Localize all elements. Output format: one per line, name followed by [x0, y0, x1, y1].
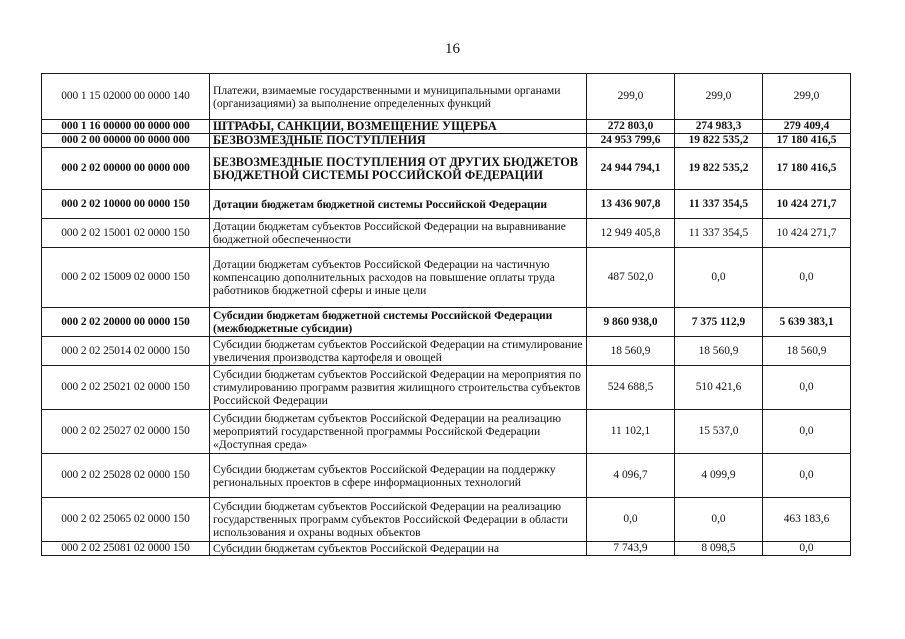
amount-year1-cell: 12 949 405,8	[587, 219, 675, 248]
amount-year2-cell: 19 822 535,2	[675, 134, 763, 148]
table-row	[42, 308, 851, 337]
table-row	[42, 454, 851, 498]
amount-year1-cell: 524 688,5	[587, 366, 675, 410]
amount-year2-cell: 0,0	[675, 498, 763, 542]
table-row	[42, 74, 851, 120]
revenue-name-cell: Платежи, взимаемые государственными и муниципальными органами (организациями) за выполнение определенных функций	[210, 74, 587, 120]
amount-year2-cell: 8 098,5	[675, 542, 763, 556]
amount-year3-cell: 17 180 416,5	[763, 134, 851, 148]
table-row	[42, 134, 851, 148]
budget-code-cell: 000 1 16 00000 00 0000 000	[42, 120, 210, 134]
amount-year1-cell: 272 803,0	[587, 120, 675, 134]
budget-code-cell: 000 2 02 10000 00 0000 150	[42, 190, 210, 219]
revenue-name-cell: ШТРАФЫ, САНКЦИИ, ВОЗМЕЩЕНИЕ УЩЕРБА	[210, 120, 587, 134]
table-row	[42, 248, 851, 308]
budget-code-cell: 000 2 02 25021 02 0000 150	[42, 366, 210, 410]
amount-year1-cell: 11 102,1	[587, 410, 675, 454]
amount-year1-cell: 18 560,9	[587, 337, 675, 366]
revenue-name-cell: Субсидии бюджетам субъектов Российской Федерации на поддержку региональных проектов в сфере информационных технологий	[210, 454, 587, 498]
revenue-name-cell: Субсидии бюджетам бюджетной системы Российской Федерации (межбюджетные субсидии)	[210, 308, 587, 337]
amount-year3-cell: 18 560,9	[763, 337, 851, 366]
budget-code-cell: 000 2 02 00000 00 0000 000	[42, 148, 210, 190]
revenue-name-cell: Дотации бюджетам субъектов Российской Федерации на частичную компенсацию дополнительных расходов на повышение оплаты труда работников бюджетной сферы и иные цели	[210, 248, 587, 308]
amount-year3-cell: 463 183,6	[763, 498, 851, 542]
budget-code-cell: 000 2 02 15009 02 0000 150	[42, 248, 210, 308]
revenue-name-cell: Дотации бюджетам бюджетной системы Российской Федерации	[210, 190, 587, 219]
table-row	[42, 498, 851, 542]
amount-year1-cell: 299,0	[587, 74, 675, 120]
table-row	[42, 366, 851, 410]
table-row	[42, 190, 851, 219]
amount-year1-cell: 7 743,9	[587, 542, 675, 556]
amount-year1-cell: 0,0	[587, 498, 675, 542]
amount-year2-cell: 0,0	[675, 248, 763, 308]
table-row	[42, 542, 851, 556]
amount-year2-cell: 11 337 354,5	[675, 219, 763, 248]
amount-year3-cell: 0,0	[763, 410, 851, 454]
table-row	[42, 120, 851, 134]
revenue-name-cell: Субсидии бюджетам субъектов Российской Федерации на реализацию мероприятий государственной программы Российской Федерации «Доступная среда»	[210, 410, 587, 454]
table-row	[42, 410, 851, 454]
amount-year1-cell: 4 096,7	[587, 454, 675, 498]
amount-year2-cell: 11 337 354,5	[675, 190, 763, 219]
amount-year3-cell: 10 424 271,7	[763, 219, 851, 248]
revenue-name-cell: Субсидии бюджетам субъектов Российской Федерации на стимулирование увеличения производства картофеля и овощей	[210, 337, 587, 366]
amount-year3-cell: 5 639 383,1	[763, 308, 851, 337]
amount-year2-cell: 4 099,9	[675, 454, 763, 498]
budget-code-cell: 000 2 02 25027 02 0000 150	[42, 410, 210, 454]
amount-year2-cell: 7 375 112,9	[675, 308, 763, 337]
amount-year3-cell: 0,0	[763, 366, 851, 410]
amount-year3-cell: 17 180 416,5	[763, 148, 851, 190]
amount-year1-cell: 487 502,0	[587, 248, 675, 308]
budget-revenue-table	[41, 73, 851, 556]
budget-code-cell: 000 2 02 20000 00 0000 150	[42, 308, 210, 337]
budget-code-cell: 000 2 02 15001 02 0000 150	[42, 219, 210, 248]
budget-code-cell: 000 2 02 25028 02 0000 150	[42, 454, 210, 498]
amount-year2-cell: 15 537,0	[675, 410, 763, 454]
amount-year3-cell: 0,0	[763, 248, 851, 308]
budget-code-cell: 000 2 02 25065 02 0000 150	[42, 498, 210, 542]
amount-year1-cell: 9 860 938,0	[587, 308, 675, 337]
amount-year1-cell: 24 944 794,1	[587, 148, 675, 190]
page-number: 16	[445, 41, 460, 57]
budget-code-cell: 000 1 15 02000 00 0000 140	[42, 74, 210, 120]
table-row	[42, 219, 851, 248]
budget-code-cell: 000 2 00 00000 00 0000 000	[42, 134, 210, 148]
table-row	[42, 337, 851, 366]
amount-year3-cell: 0,0	[763, 454, 851, 498]
budget-code-cell: 000 2 02 25014 02 0000 150	[42, 337, 210, 366]
amount-year3-cell: 279 409,4	[763, 120, 851, 134]
budget-code-cell: 000 2 02 25081 02 0000 150	[42, 542, 210, 556]
revenue-name-cell: БЕЗВОЗМЕЗДНЫЕ ПОСТУПЛЕНИЯ	[210, 134, 587, 148]
amount-year3-cell: 10 424 271,7	[763, 190, 851, 219]
amount-year2-cell: 18 560,9	[675, 337, 763, 366]
revenue-name-cell: Субсидии бюджетам субъектов Российской Федерации на реализацию государственных программ субъектов Российской Федерации в области использования и охраны водных объектов	[210, 498, 587, 542]
amount-year1-cell: 24 953 799,6	[587, 134, 675, 148]
amount-year2-cell: 19 822 535,2	[675, 148, 763, 190]
amount-year2-cell: 299,0	[675, 74, 763, 120]
revenue-name-cell: БЕЗВОЗМЕЗДНЫЕ ПОСТУПЛЕНИЯ ОТ ДРУГИХ БЮДЖЕТОВ БЮДЖЕТНОЙ СИСТЕМЫ РОССИЙСКОЙ ФЕДЕРАЦИИ	[210, 148, 587, 190]
amount-year3-cell: 299,0	[763, 74, 851, 120]
table-row	[42, 148, 851, 190]
amount-year2-cell: 274 983,3	[675, 120, 763, 134]
table-body	[42, 74, 851, 556]
revenue-name-cell: Дотации бюджетам субъектов Российской Федерации на выравнивание бюджетной обеспеченности	[210, 219, 587, 248]
revenue-name-cell: Субсидии бюджетам субъектов Российской Федерации на мероприятия по стимулированию программ развития жилищного строительства субъектов Российской Федерации	[210, 366, 587, 410]
revenue-name-cell: Субсидии бюджетам субъектов Российской Федерации на	[210, 542, 587, 556]
amount-year2-cell: 510 421,6	[675, 366, 763, 410]
amount-year3-cell: 0,0	[763, 542, 851, 556]
amount-year1-cell: 13 436 907,8	[587, 190, 675, 219]
